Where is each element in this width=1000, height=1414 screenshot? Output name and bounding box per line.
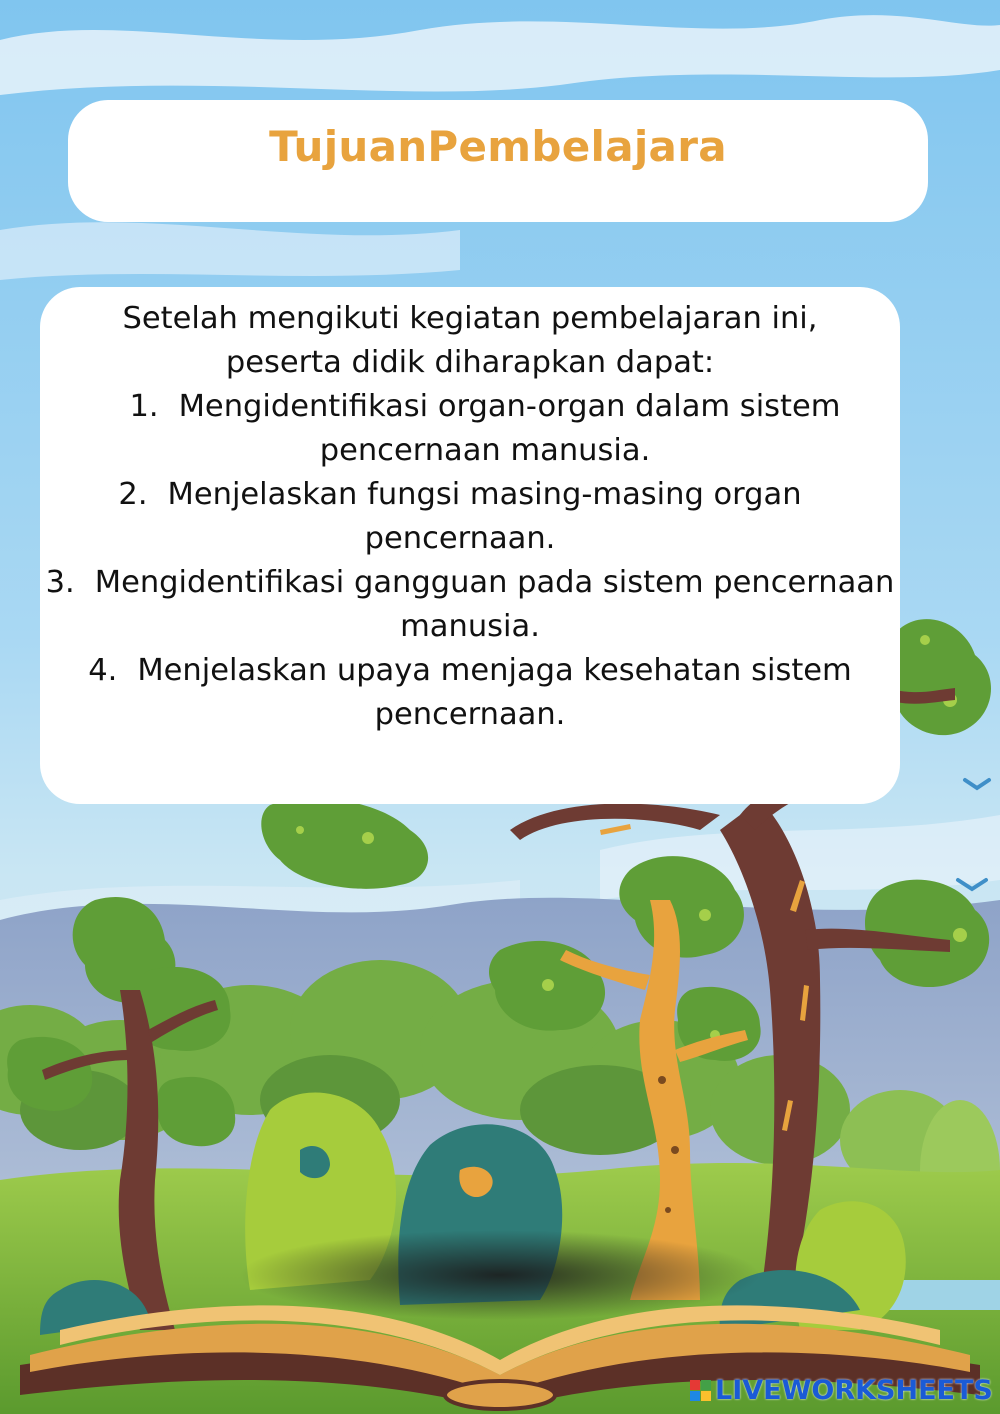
- objective-text: Mengidentifikasi gangguan pada sistem pencernaan manusia.: [94, 565, 895, 644]
- objective-number: 2.: [118, 477, 148, 512]
- objective-text: Menjelaskan upaya menjaga kesehatan sistem pencernaan.: [137, 653, 852, 732]
- objective-number: 4.: [88, 653, 118, 688]
- intro-text: Setelah mengikuti kegiatan pembelajaran ini, peserta didik diharapkan dapat:: [122, 301, 818, 380]
- objective-item-4: [40, 649, 900, 737]
- objective-text: Mengidentifikasi organ-organ dalam sistem pencernaan manusia.: [178, 389, 841, 468]
- page-title: TujuanPembelajara: [269, 122, 727, 171]
- objective-item-1: [40, 385, 900, 473]
- objective-text: Menjelaskan fungsi masing-masing organ pencernaan.: [167, 477, 802, 556]
- watermark-text: LIVEWORKSHEETS: [715, 1374, 993, 1406]
- objective-number: 3.: [45, 565, 75, 600]
- objective-number: 1.: [129, 389, 159, 424]
- liveworksheets-watermark: [690, 1374, 993, 1406]
- liveworksheets-logo-icon: [690, 1380, 711, 1401]
- objectives-card: [40, 287, 900, 804]
- objective-item-2: [40, 473, 900, 561]
- objective-item-3: [40, 561, 900, 649]
- title-card: [68, 100, 928, 222]
- book-shadow: [240, 1230, 760, 1320]
